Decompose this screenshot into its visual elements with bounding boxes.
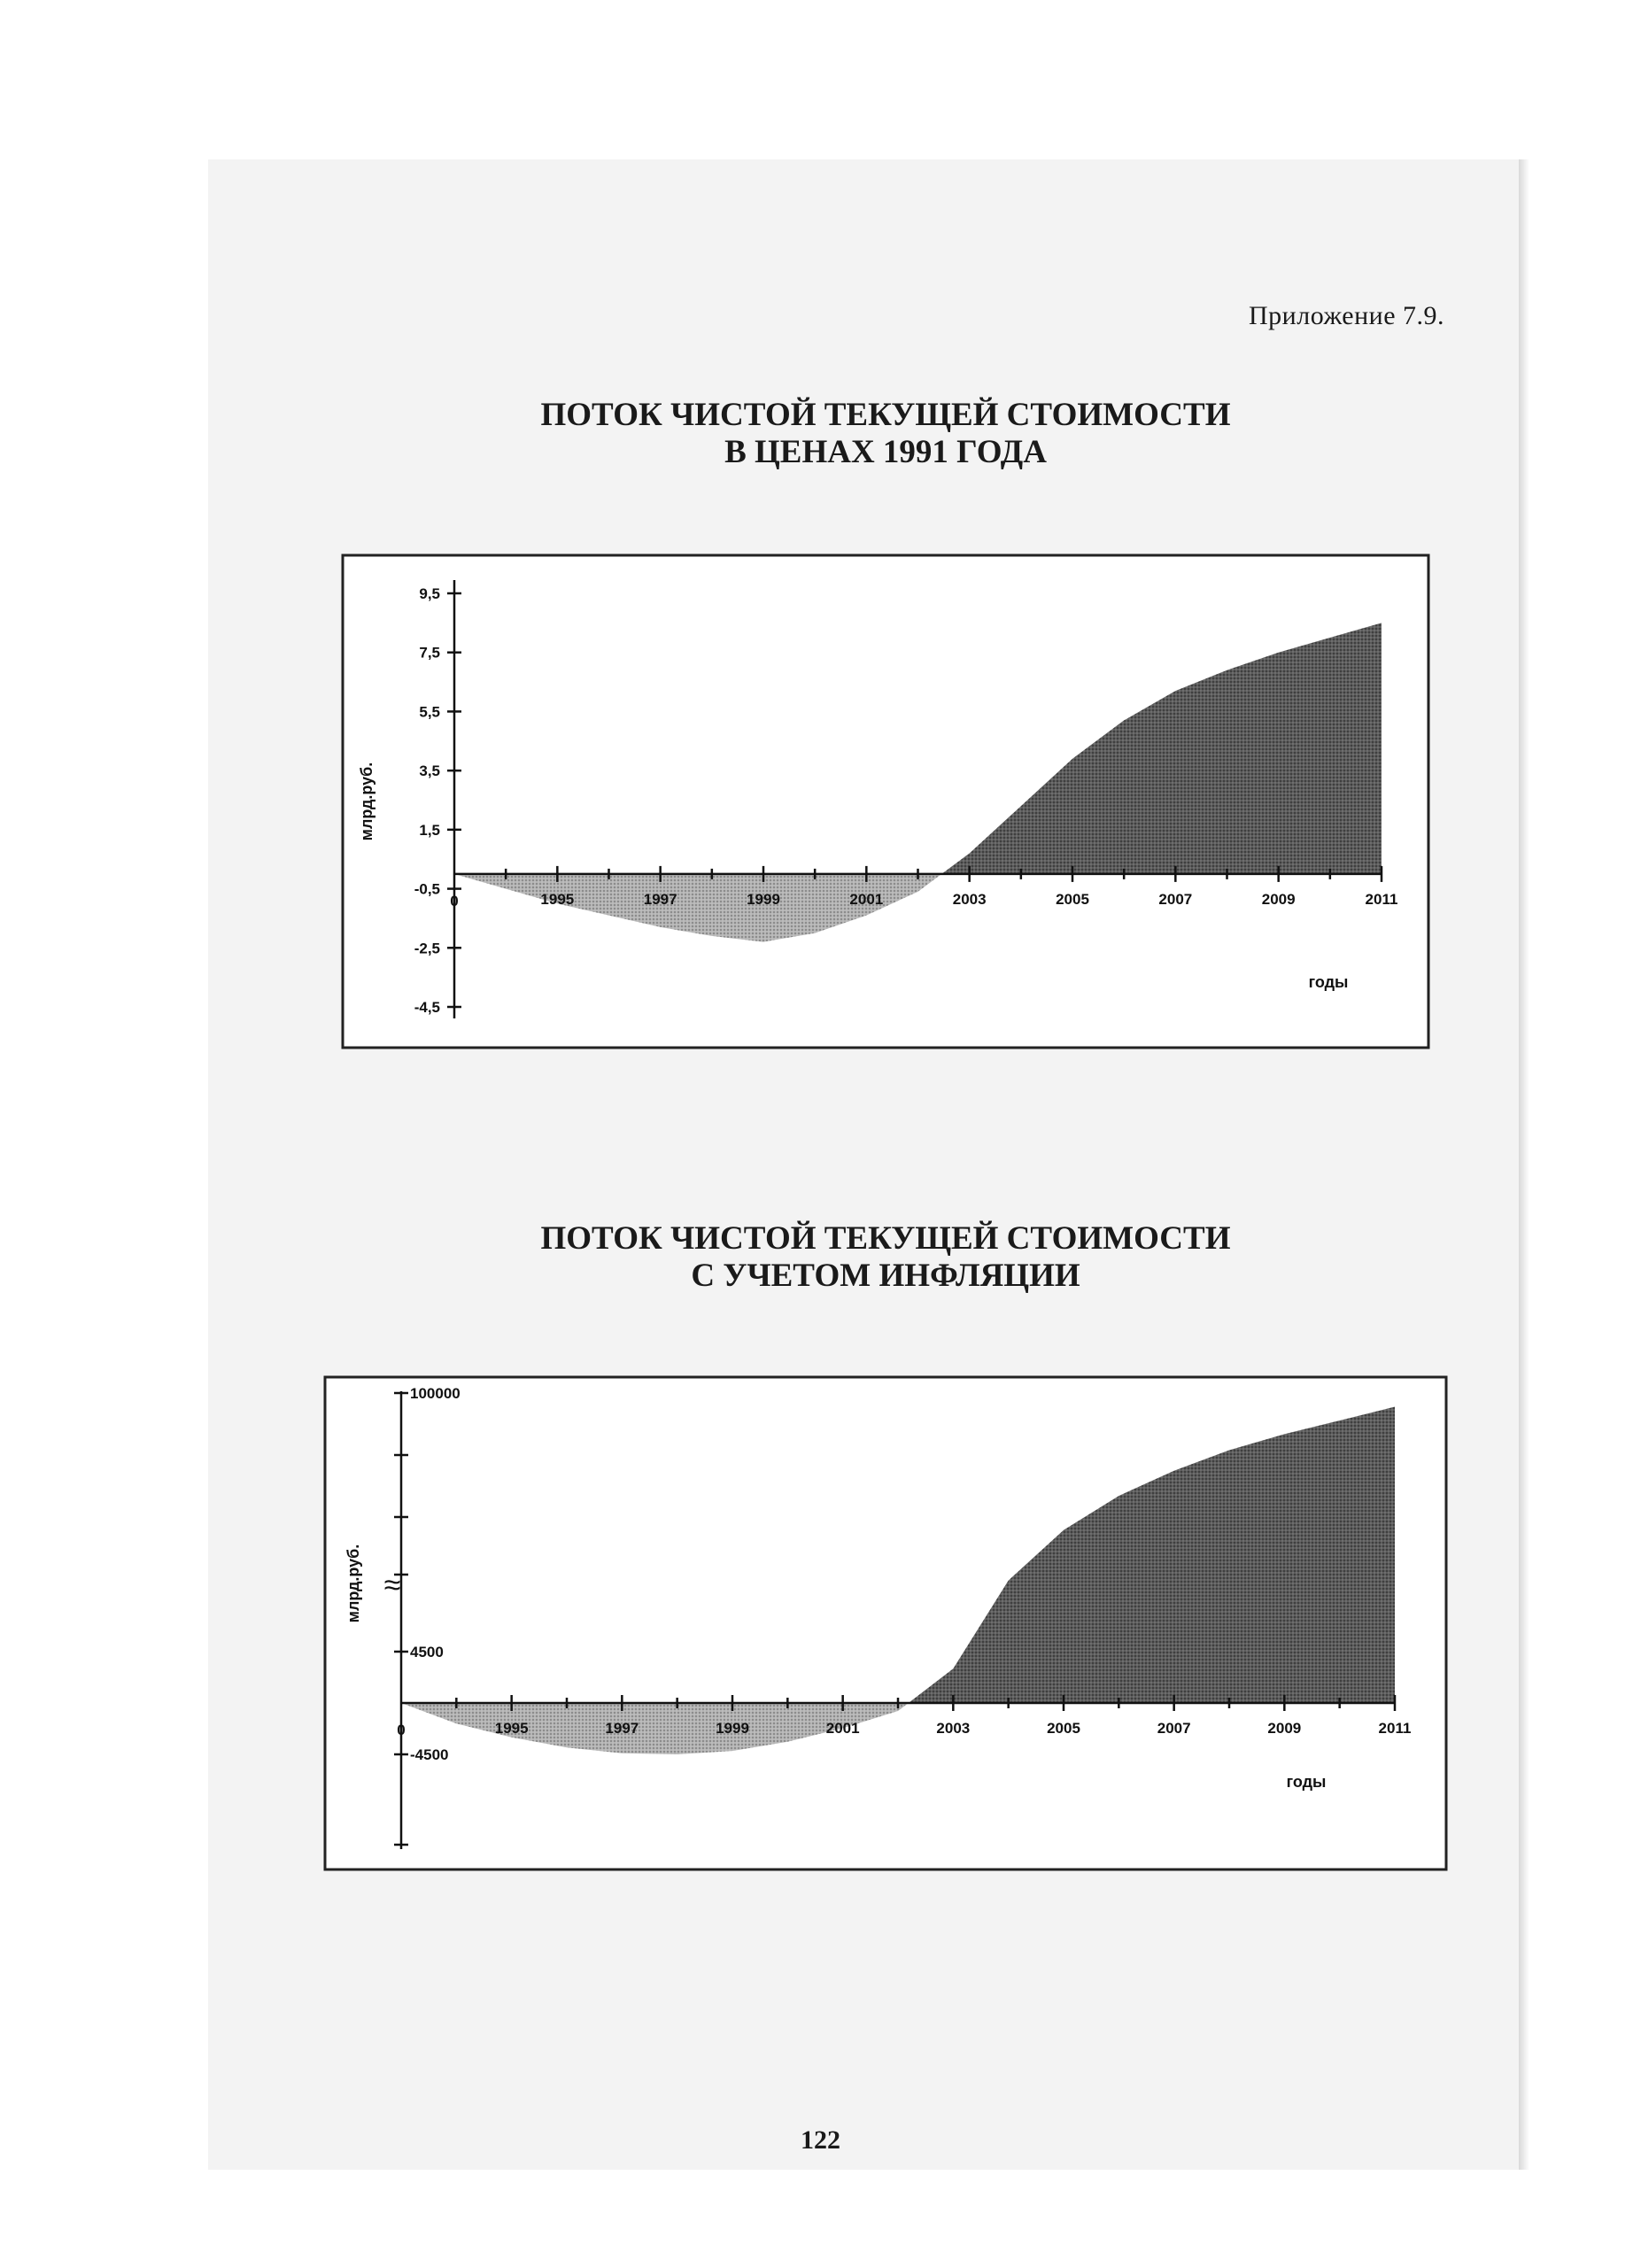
y-tick-label: -0,5 xyxy=(414,880,440,898)
x-tick-label: 1995 xyxy=(540,890,575,908)
scan-edge-shadow xyxy=(1519,159,1529,2170)
x-tick-label: 2007 xyxy=(1158,890,1193,908)
y-tick-label: -4500 xyxy=(410,1746,449,1763)
x-tick-label: 2003 xyxy=(936,1720,971,1737)
y-axis-unit-label: млрд.руб. xyxy=(344,1544,362,1623)
x-tick-label: 2003 xyxy=(952,890,987,908)
chart-2-title xyxy=(354,1220,1417,1295)
chart-2-npv-inflation xyxy=(323,1375,1448,1871)
x-tick-label: 1999 xyxy=(747,890,780,908)
x-tick-label: 2009 xyxy=(1267,1720,1302,1737)
chart-1-title xyxy=(354,397,1417,471)
x-tick-label: 2009 xyxy=(1261,890,1296,908)
appendix-label: Приложение 7.9. xyxy=(1249,301,1445,330)
x-tick-label: 2001 xyxy=(825,1720,860,1737)
x-tick-label: 2007 xyxy=(1157,1720,1191,1737)
chart-2-title-line-2: С УЧЕТОМ ИНФЛЯЦИИ xyxy=(691,1258,1080,1294)
y-tick-label: 5,5 xyxy=(419,703,440,721)
x-tick-label: 2005 xyxy=(1056,890,1089,908)
y-tick-label: 7,5 xyxy=(419,644,440,662)
chart-2-title-line-1: ПОТОК ЧИСТОЙ ТЕКУЩЕЙ СТОИМОСТИ xyxy=(540,1220,1231,1257)
axis-break-symbol: ≈ xyxy=(383,1568,401,1602)
origin-label: 0 xyxy=(450,892,459,910)
chart-1-title-line-2: В ЦЕНАХ 1991 ГОДА xyxy=(724,434,1047,470)
x-axis-unit-label: годы xyxy=(1308,973,1349,991)
x-tick-label: 2011 xyxy=(1378,1720,1412,1737)
page-number: 122 xyxy=(801,2125,840,2155)
x-tick-label: 2011 xyxy=(1365,890,1398,908)
x-tick-label: 2005 xyxy=(1047,1720,1080,1737)
x-tick-label: 1997 xyxy=(605,1720,639,1737)
y-tick-label: -4,5 xyxy=(414,999,440,1016)
y-tick-label: 1,5 xyxy=(419,821,440,839)
chart-1-title-line-1: ПОТОК ЧИСТОЙ ТЕКУЩЕЙ СТОИМОСТИ xyxy=(540,397,1231,433)
x-tick-label: 1999 xyxy=(716,1720,749,1737)
x-axis-unit-label: годы xyxy=(1286,1773,1327,1791)
chart-1-npv-1991-prices xyxy=(341,553,1430,1049)
y-tick-label: 3,5 xyxy=(419,762,440,780)
x-tick-label: 1995 xyxy=(494,1720,529,1737)
y-tick-label: 100000 xyxy=(410,1385,461,1402)
y-tick-label: -2,5 xyxy=(414,940,440,957)
y-axis-unit-label: млрд.руб. xyxy=(358,762,375,841)
origin-label: 0 xyxy=(397,1722,406,1738)
y-tick-label: 9,5 xyxy=(419,585,440,602)
y-tick-label: 4500 xyxy=(410,1644,444,1660)
x-tick-label: 1997 xyxy=(643,890,677,908)
x-tick-label: 2001 xyxy=(849,890,884,908)
